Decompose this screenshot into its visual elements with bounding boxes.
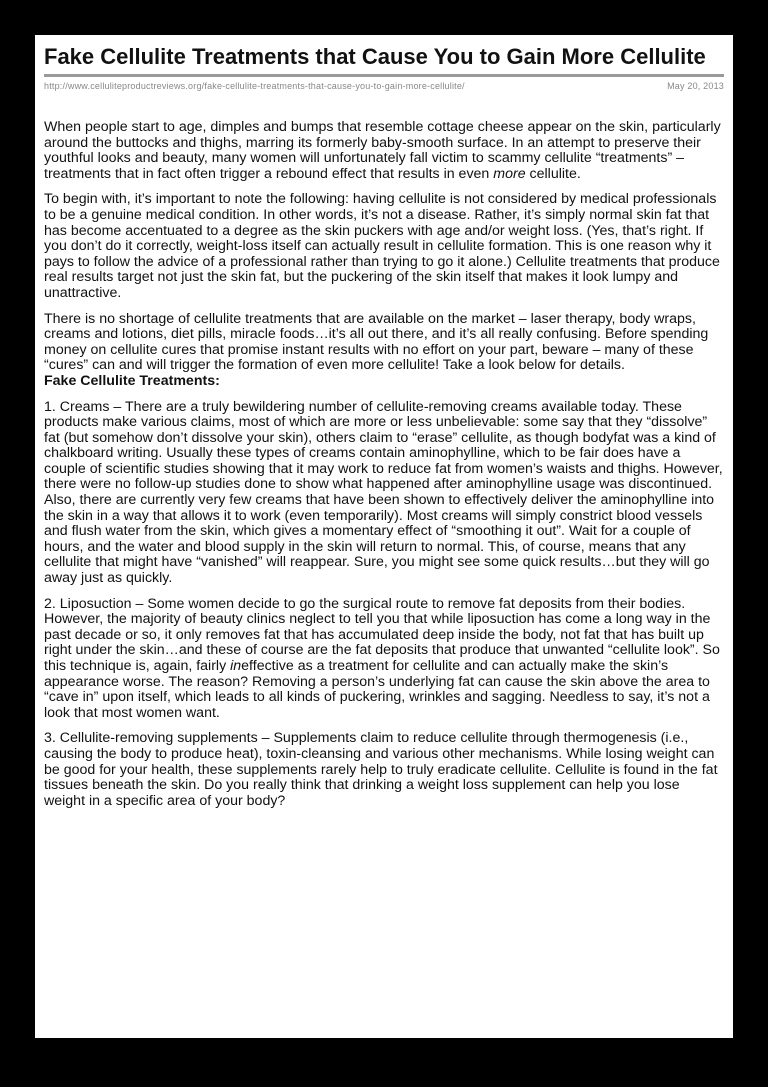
article-body: [44, 120, 724, 809]
paragraph-intro: [44, 120, 724, 182]
list-item-supplements: 3. Cellulite-removing supplements – Supplements claim to reduce cellulite through thermogenesis (i.e., causing the body to produce heat), toxin-cleansing and various other mechanisms. While losing weight can be good for your health, these supplements rarely help to truly eradicate cellulite. Cellulite is found in the fat tissues beneath the skin. Do you really think that drinking a weight loss supplement can help you lose weight in a specific area of your body?: [44, 730, 718, 809]
paragraph-intro-text-b: cellulite.: [525, 165, 581, 182]
list-item-creams: 1. Creams – There are a truly bewildering number of cellulite-removing creams available today. These products make various claims, most of which are more or less unbelievable: some say that they “dissolve” fat (but somehow don’t dissolve your skin), others claim to “erase” cellulite, as though bodyfat was a kind of chalkboard writing. Usually these types of creams contain aminophylline, which to be fair does have a couple of scientific studies showing that it may work to reduce fat from women’s waists and thighs. However, there were no follow-up studies done to show what happened after aminophylline usage was discontinued. Also, there are currently very few creams that have been shown to effectively deliver the aminophylline into the skin in a way that allows it to work (even temporarily). Most creams will simply constrict blood vessels and flush water from the skin, which gives a momentary effect of “smoothing it out”. Wait for a couple of hours, and the water and blood supply in the skin will return to normal. This, of course, means that any cellulite that might have “vanished” will reappear. Sure, you might see some quick results…but they will go away just as quickly.: [44, 398, 723, 587]
list-item-liposuction: [44, 597, 724, 722]
article: [44, 44, 724, 819]
article-meta: [44, 81, 724, 91]
emphasis-more: more: [493, 165, 526, 182]
title-divider: [44, 74, 724, 77]
section-heading: Fake Cellulite Treatments:: [44, 372, 220, 389]
paragraph-intro-text-a: When people start to age, dimples and bumps that resemble cottage cheese appear on the skin, particularly around the buttocks and thighs, marring its formerly baby-smooth surface. In an attempt to preserve their youthful looks and beauty, many women will unfortunately fall victim to scammy cellulite “treatments” – treatments that in fact often trigger a rebound effect that results in even: [44, 119, 721, 182]
paragraph-market: There is no shortage of cellulite treatments that are available on the market – laser therapy, body wraps, creams and lotions, diet pills, miracle foods…it’s all out there, and it’s all really confusing. Before spending money on cellulite cures that promise instant results with no effort on your part, beware – many of these “cures” can and will trigger the formation of even more cellulite! Take a look below for details.: [44, 310, 709, 374]
source-url[interactable]: http://www.celluliteproductreviews.org/fake-cellulite-treatments-that-cause-you-to-gain-more-cellulite/: [44, 81, 465, 91]
emphasis-in: in: [230, 658, 242, 674]
article-title: Fake Cellulite Treatments that Cause You to Gain More Cellulite: [44, 44, 706, 69]
liposuction-text-a: 2. Liposuction – Some women decide to go the surgical route to remove fat deposits from their bodies. However, the majority of beauty clinics neglect to tell you that while liposuction has come a long way in the past decade or so, it only removes fat that has accumulated deep inside the body, not fat that has built up right under the skin…and these of course are the fat deposits that produce that unwanted “cellulite look”. So this technique is, again, fairly: [44, 595, 720, 674]
paragraph-medical: To begin with, it’s important to note the following: having cellulite is not considered by medical professionals to be a genuine medical condition. In other words, it’s not a disease. Rather, it’s simply normal skin fat that has become accentuated to a degree as the skin puckers with age and/or weight loss. (Yes, that’s right. If you don’t do it correctly, weight-loss itself can actually result in cellulite formation. This is one reason why it pays to follow the advice of a professional rather than trying to go it alone.) Cellulite treatments that produce real results target not just the skin fat, but the puckering of the skin itself that makes it look lumpy and unattractive.: [44, 191, 720, 301]
document-page: [35, 35, 733, 1038]
publish-date: May 20, 2013: [667, 81, 724, 91]
liposuction-text-b: effective as a treatment for cellulite and can actually make the skin’s appearance worse. The reason? Removing a person’s underlying fat can cause the skin above the area to “cave in” upon itself, which leads to all kinds of puckering, wrinkles and sagging. Needless to say, it’s not a look that most women want.: [44, 658, 710, 721]
